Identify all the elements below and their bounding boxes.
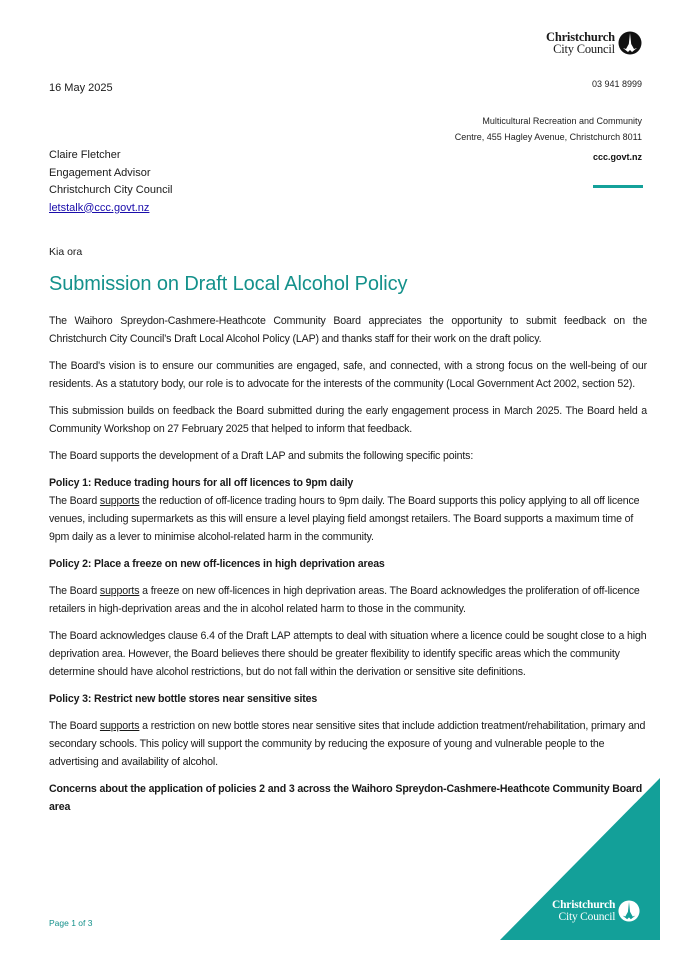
cathedral-emblem-icon	[618, 900, 640, 922]
policy-2-text: The Board supports a freeze on new off-licences in high deprivation areas. The Board acknowledges the proliferation of off-licence retailers in high-deprivation areas and the in alcohol related harm to those in the community.	[49, 585, 640, 615]
policy-3-heading: Policy 3: Restrict new bottle stores near sensitive sites	[49, 693, 318, 705]
logo-line1: Christchurch	[546, 30, 615, 44]
recipient-email-link[interactable]: letstalk@ccc.govt.nz	[49, 201, 150, 214]
recipient-organisation: Christchurch City Council	[49, 184, 173, 196]
builds-on-paragraph: This submission builds on feedback the Board submitted during the early engagement process in March 2025. The Board held a Community Workshop on 27 February 2025 that helped to inform that feedback.	[49, 405, 647, 435]
page-number: Page 1 of 3	[49, 918, 93, 928]
intro-paragraph: The Waihoro Spreydon-Cashmere-Heathcote Community Board appreciates the opportunity to submit feedback on the Christchurch City Council’s Draft Local Alcohol Policy (LAP) and thanks staff for their work on the draft policy.	[49, 315, 647, 345]
council-logo	[546, 30, 646, 56]
policy-2-extra-text: The Board acknowledges clause 6.4 of the Draft LAP attempts to deal with situation where a licence could be sought close to a high deprivation area. However, the Board believes there should be greater flexibility to identify specific areas which the community determine should have alcohol restrictions, but do not fall within the derivation or sensitive site definitions.	[49, 630, 647, 678]
supports-emphasis: supports	[99, 495, 140, 507]
recipient-block	[49, 147, 172, 217]
council-address	[455, 114, 642, 145]
logo-line2: City Council	[553, 42, 615, 56]
council-website: ccc.govt.nz	[592, 152, 642, 162]
vision-paragraph: The Board's vision is to ensure our communities are engaged, safe, and connected, with a strong focus on the well-being of our residents. As a statutory body, our role is to advocate for the interests of the community (Local Government Act 2002, section 52).	[49, 360, 647, 390]
footer-logo-line1: Christchurch	[552, 899, 616, 911]
greeting: Kia ora	[49, 246, 83, 258]
page-title: Submission on Draft Local Alcohol Policy	[49, 273, 408, 295]
letter-body	[49, 312, 647, 816]
policy-2-heading: Policy 2: Place a freeze on new off-licences in high deprivation areas	[49, 558, 385, 570]
address-line-2: Centre, 455 Hagley Avenue, Christchurch 8011	[454, 131, 642, 142]
concerns-heading: Concerns about the application of policies 2 and 3 across the Waihoro Spreydon-Cashmere-Heathcote Community Board area	[49, 783, 643, 813]
policy-1-text: The Board supports the reduction of off-licence trading hours to 9pm daily. The Board supports this policy applying to all off licence venues, including supermarkets as this will ensure a level playing field amongst retailers. The Board supports a maximum time of 9pm daily as a lever to minimise alcohol-related harm in the community.	[49, 495, 640, 543]
cathedral-emblem-icon	[618, 31, 642, 55]
supports-emphasis: supports	[99, 720, 140, 732]
address-line-1: Multicultural Recreation and Community	[482, 116, 642, 126]
accent-rule	[593, 185, 643, 188]
supports-emphasis: supports	[99, 585, 140, 597]
council-phone: 03 941 8999	[591, 79, 642, 89]
recipient-role: Engagement Advisor	[49, 166, 151, 179]
policy-1-heading: Policy 1: Reduce trading hours for all off licences to 9pm daily	[49, 477, 354, 489]
policy-3-text: The Board supports a restriction on new bottle stores near sensitive sites that include addiction treatment/rehabilitation, primary and secondary schools. This policy will support the community by reducing the exposure of young and vulnerable people to the advertising and availability of alcohol.	[49, 720, 646, 768]
footer-logo-line2: City Council	[558, 911, 616, 923]
footer-council-logo	[552, 899, 640, 923]
supports-paragraph: The Board supports the development of a Draft LAP and submits the following specific points:	[49, 450, 474, 462]
recipient-name: Claire Fletcher	[49, 149, 121, 161]
letter-date: 16 May 2025	[49, 82, 113, 94]
